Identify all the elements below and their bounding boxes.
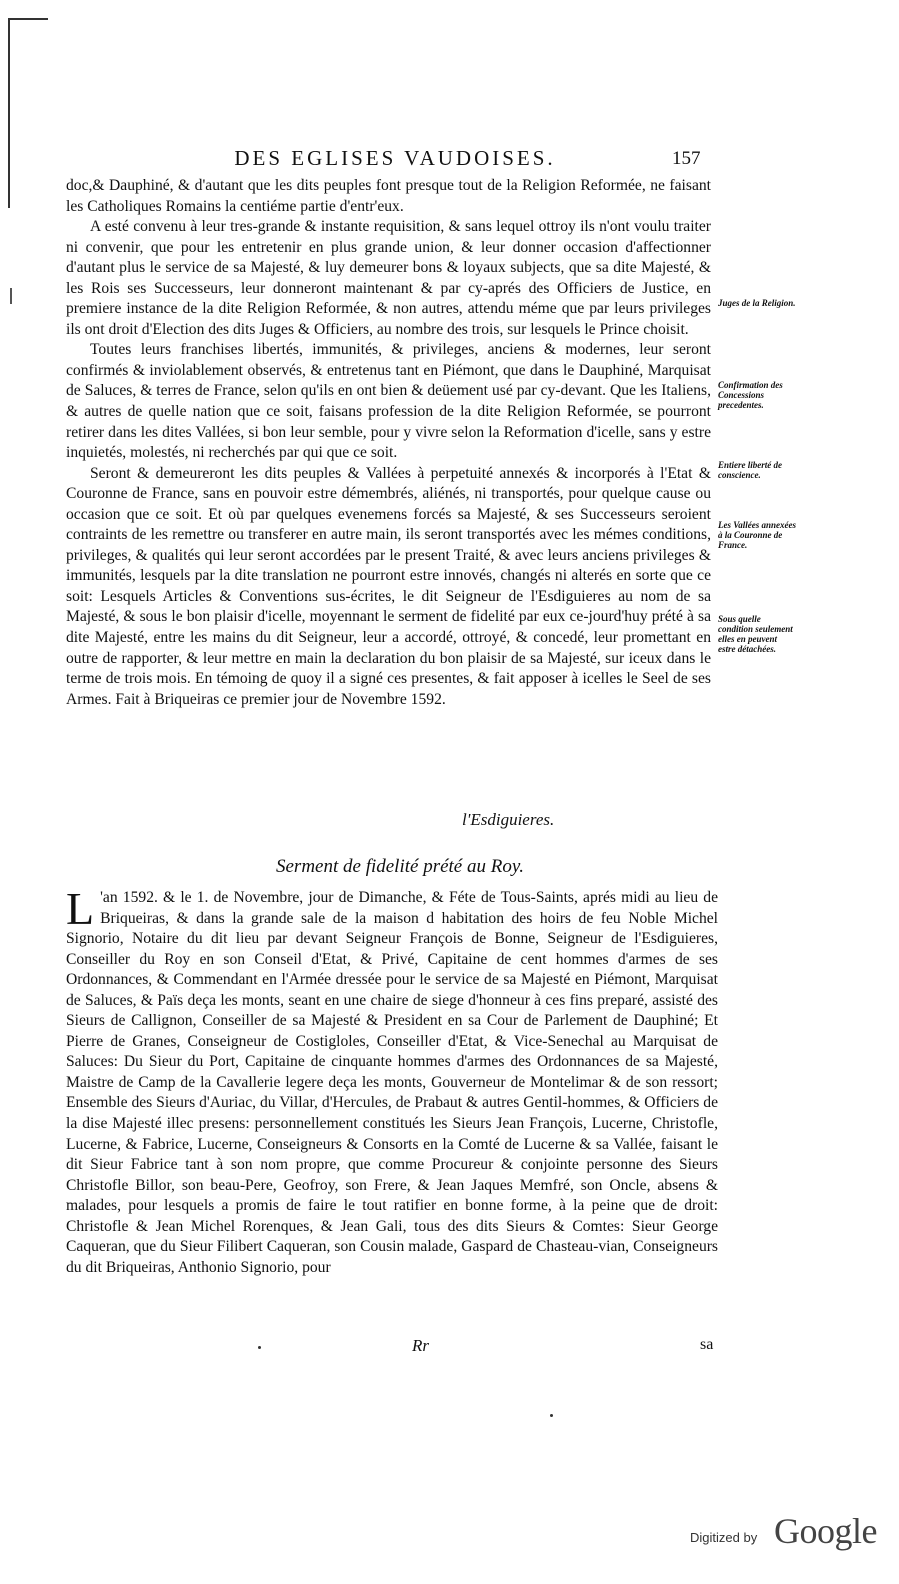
serment-body: 'an 1592. & le 1. de Novembre, jour de Dimanche, & Féte de Tous-Saints, aprés midi au lieu de Briqueiras, & dans la grande sale de la maison d habitation des hoirs de feu Noble Michel Signorio, Notaire du dit lieu par devant Seigneur François de Bonne, Seigneur de l'Esdiguieres, Conseiller du Roy en son Conseil d'Etat, & Privé, Capitaine de cent hommes d'armes de ses Ordonnances, & Commendant en l'Armée dressée pour le service de sa Majesté en Piémont, Marquisat de Saluces, & Païs deça les monts, seant en une chaire de siege d'honneur à ces fins preparé, assisté des Sieurs de Callignon, Conseiller de sa Majesté & President en sa Cour de Parlement de Dauphiné; Et Pierre de Granes, Conseigneur de Costigloles, Conseiller d'Etat, & Vice-Senechal au Marquisat de Saluces: Du Sieur du Port, Capitaine de cinquante hommes d'armes des Ordonnances de sa Majesté, Maistre de Camp de la Cavallerie legere deça les monts, Gouverneur de Montelimar & de son ressort; Ensemble des Sieurs d'Auriac, du Villar, d'Hercules, de Prabaut & autres Gentil-hommes, & Officiers de la dise Majesté illec presens: personnellement constitués les Sieurs Jean François, Lucerne, Christofle, Lucerne, & Fabrice, Lucerne, Conseigneurs & Consorts en la Comté de Lucerne & sa Vallée, faisant le dit Sieur Fabrice tant à son nom propre, que comme Procureur & conjointe personne des Sieurs Christofle Billor, son beau-Pere, Geofroy, son Frere, & Jean Jaques Memfré, son Oncle, absens & malades, pour lesquels a promis de faire le tout ratifier en bonne forme, à la peine que de droit: Christofle & Jean Michel Rorenques, & Jean Gali, tous des dits Sieurs & Comtes: Sieur George Caqueran, que du Sieur Filibert Caqueran, son Cousin malade, Gaspard de Chasteau-vian, Conseigneurs du dit Briqueiras, Anthonio Signorio, pour (66, 889, 718, 1276)
main-text (66, 176, 711, 710)
crop-mark-horizontal (8, 18, 48, 20)
section-title: Serment de fidelité prété au Roy. (276, 856, 524, 877)
ink-speck (258, 1346, 261, 1349)
catchword: sa (700, 1336, 714, 1353)
paragraph: doc,& Dauphiné, & d'autant que les dits peuples font presque tout de la Religion Reformée, ne faisant les Catholiques Romains la centiéme partie d'entr'eux. (66, 177, 711, 215)
page-number: 157 (672, 148, 701, 169)
signature: l'Esdiguieres. (462, 810, 555, 829)
crop-mark-vertical (8, 18, 10, 208)
margin-note: Juges de la Religion. (718, 298, 796, 308)
serment-text (66, 883, 718, 1278)
ink-speck (550, 1414, 553, 1417)
margin-note: Les Vallées annexées à la Couronne de France. (718, 520, 796, 550)
paragraph: A esté convenu à leur tres-grande & instante requisition, & sans lequel ottroy ils n'ont voulu traiter ni convenir, que pour les entretenir en plus grande union, & leur donner occasion d'affectionner d'autant plus le service de sa Majesté, & luy demeurer bons & loyaux subjects, que sa dite Majesté, & les Rois ses Successeurs, leur donneront maintenant & par cy-aprés des Officiers de Justice, en premiere instance de la dite Religion Reformée, & non autres, attendu méme que par leurs privileges ils ont droit d'Election des dits Juges & Officiers, au nombre des trois, sur lesquels le Prince choisit. (66, 218, 711, 338)
watermark-label: Digitized by (690, 1530, 758, 1545)
margin-tick (10, 288, 12, 304)
signature-mark: Rr (412, 1336, 429, 1355)
margin-note: Confirmation des Concessions precedentes. (718, 380, 783, 410)
paragraph: Toutes leurs franchises libertés, immunités, & privileges, anciens & modernes, leur seront confirmés & inviolablement observés, & entretenus tant en Piémont, que dans le Dauphiné, Marquisat de Saluces, & terres de France, selon qu'ils en ont bien & deüement usé par cy-devant. Que les Italiens, & autres de quelle nation que ce soit, faisans profession de la dite Religion Reformée, se pourront retirer dans les dites Vallées, si bon leur semble, pour y vivre selon la Reformation d'icelle, sans y estre inquietés, molestés, ni recherchés par qui que ce soit. (66, 341, 711, 462)
google-logo: Google (774, 1511, 877, 1551)
margin-note: Entiere liberté de conscience. (718, 460, 782, 480)
paragraph: Seront & demeureront les dits peuples & Vallées à perpetuité annexés & incorporés à l'Etat & Couronne de France, sans en pouvoir estre démembrés, aliénés, ni transportés, pour quelque cause ou occasion que ce soit. Et où par quelques evenemens forcés sa Majesté, & ses Successeurs seroient contraints de les remettre ou transferer en autre main, ils seront transportés avec les mémes conditions, privileges, & qualités qui leur seront accordées par le present Traité, & avec leurs anciens privileges & immunités, lesquels par la dite translation ne pourront estre innovés, changés ni alterés en sorte que ce soit: Lesquels Articles & Conventions sus-écrites, le dit Seigneur de l'Esdiguieres au nom de sa Majesté, & sous le bon plaisir d'icelle, moyennant le serment de fidelité par eux ce-jourd'huy prété à sa dite Majesté, entre les mains du dit Seigneur, leur a accordé, ottroyé, & concedé, leur promettant en outre de rapporter, & leur mettre en main la declaration du bon plaisir de sa Majesté, sur iceux dans le terme de trois mois. En témoing de quoy il a signé ces presentes, & fait apposer à icelles le Seel de ses Armes. Fait à Briqueiras ce premier jour de Novembre 1592. (66, 464, 711, 708)
digitized-watermark (690, 1512, 890, 1552)
running-head: DES EGLISES VAUDOISES. (234, 146, 556, 170)
margin-note: Sous quelle condition seulement elles en peuvent estre détachées. (718, 614, 793, 654)
drop-cap: L (66, 883, 95, 934)
